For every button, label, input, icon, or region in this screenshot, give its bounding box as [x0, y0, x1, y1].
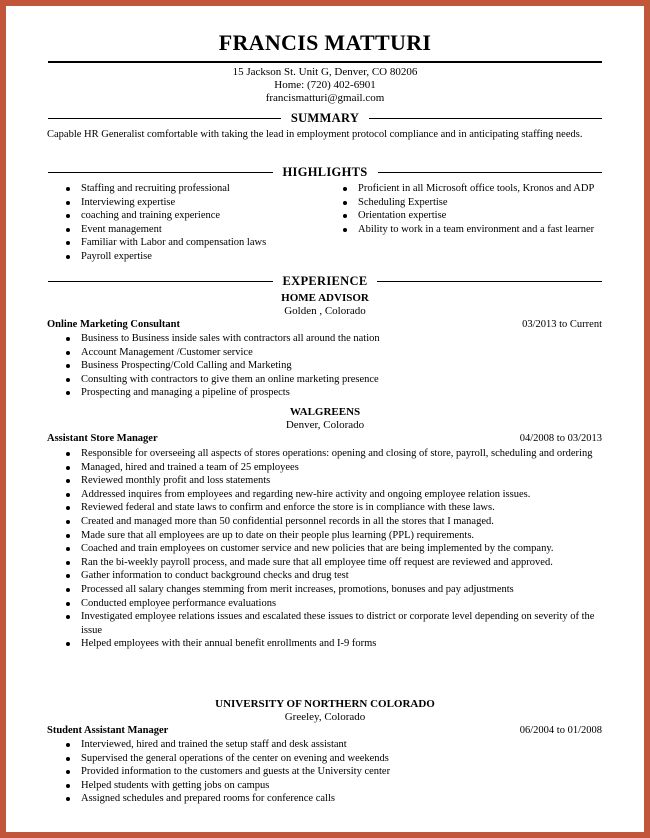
summary-text: Capable HR Generalist comfortable with taking the lead in employment protocol compliance and in anticipating staffing needs. [47, 129, 583, 140]
list-item: Payroll expertise [63, 250, 333, 264]
contact-phone: Home: (720) 402-6901 [274, 79, 376, 91]
list-item: Ran the bi-weekly payroll process, and made sure that all employee time off request are reviewed and approved. [63, 556, 608, 570]
list-item: Supervised the general operations of the center on evening and weekends [63, 752, 608, 766]
contact-email: francismatturi@gmail.com [265, 92, 385, 104]
resume-page [6, 6, 644, 832]
list-item: coaching and training experience [63, 209, 333, 223]
job-dates: 04/2008 to 03/2013 [519, 433, 602, 444]
list-item: Helped employees with their annual benefit enrollments and I-9 forms [63, 637, 608, 651]
job-title: Assistant Store Manager [47, 433, 158, 444]
list-item: Prospecting and managing a pipeline of prospects [63, 386, 608, 400]
experience-heading [48, 274, 602, 288]
employer-name: HOME ADVISOR [281, 292, 369, 304]
list-item: Interviewing expertise [63, 196, 333, 210]
list-item: Investigated employee relations issues and escalated these issues to district or corporate level depending on severity of the issue [63, 610, 608, 637]
list-item: Conducted employee performance evaluations [63, 597, 608, 611]
list-item: Staffing and recruiting professional [63, 182, 333, 196]
job-title: Online Marketing Consultant [47, 319, 181, 330]
job-bullets [63, 332, 608, 400]
list-item: Gather information to conduct background checks and drug test [63, 569, 608, 583]
employer-location: Denver, Colorado [285, 419, 365, 431]
employer-location: Greeley, Colorado [284, 711, 366, 723]
highlights-heading [48, 165, 602, 179]
list-item: Made sure that all employees are up to date on their people plus learning (PPL) requirements. [63, 529, 608, 543]
list-item: Event management [63, 223, 333, 237]
job-title: Student Assistant Manager [47, 725, 169, 736]
list-item: Ability to work in a team environment and a fast learner [340, 223, 608, 237]
list-item: Consulting with contractors to give them an online marketing presence [63, 373, 608, 387]
list-item: Coached and train employees on customer service and new policies that are being implemented by the company. [63, 542, 608, 556]
employer-name: WALGREENS [289, 406, 361, 418]
list-item: Interviewed, hired and trained the setup staff and desk assistant [63, 738, 608, 752]
list-item: Business Prospecting/Cold Calling and Marketing [63, 359, 608, 373]
job-dates: 06/2004 to 01/2008 [519, 725, 602, 736]
list-item: Proficient in all Microsoft office tools, Kronos and ADP [340, 182, 608, 196]
list-item: Processed all salary changes stemming from merit increases, promotions, bonuses and pay adjustments [63, 583, 608, 597]
highlights-left-list [63, 182, 333, 264]
list-item: Provided information to the customers and guests at the University center [63, 765, 608, 779]
list-item: Account Management /Customer service [63, 346, 608, 360]
summary-heading [48, 111, 602, 125]
list-item: Business to Business inside sales with contractors all around the nation [63, 332, 608, 346]
employer-name: UNIVERSITY OF NORTHERN COLORADO [215, 698, 435, 710]
list-item: Reviewed federal and state laws to confirm and enforce the store is in compliance with these laws. [63, 501, 608, 515]
list-item: Reviewed monthly profit and loss statements [63, 474, 608, 488]
contact-address: 15 Jackson St. Unit G, Denver, CO 80206 [232, 66, 418, 78]
header-divider [48, 61, 602, 63]
list-item: Addressed inquires from employees and regarding new-hire activity and ongoing employee relation issues. [63, 488, 608, 502]
job-bullets [63, 447, 608, 651]
employer-location: Golden , Colorado [284, 305, 366, 317]
list-item: Orientation expertise [340, 209, 608, 223]
highlights-right-list [340, 182, 608, 236]
summary-heading-text: SUMMARY [290, 110, 360, 125]
job-dates: 03/2013 to Current [522, 319, 602, 330]
highlights-heading-text: HIGHLIGHTS [282, 164, 368, 179]
list-item: Familiar with Labor and compensation laws [63, 236, 333, 250]
list-item: Helped students with getting jobs on campus [63, 779, 608, 793]
candidate-name: FRANCIS MATTURI [218, 30, 432, 55]
experience-heading-text: EXPERIENCE [282, 273, 368, 288]
list-item: Managed, hired and trained a team of 25 employees [63, 461, 608, 475]
list-item: Assigned schedules and prepared rooms for conference calls [63, 792, 608, 806]
list-item: Scheduling Expertise [340, 196, 608, 210]
list-item: Responsible for overseeing all aspects of stores operations: opening and closing of store, payroll, scheduling and ordering [63, 447, 608, 461]
list-item: Created and managed more than 50 confidential personnel records in all the stores that I managed. [63, 515, 608, 529]
job-bullets [63, 738, 608, 806]
